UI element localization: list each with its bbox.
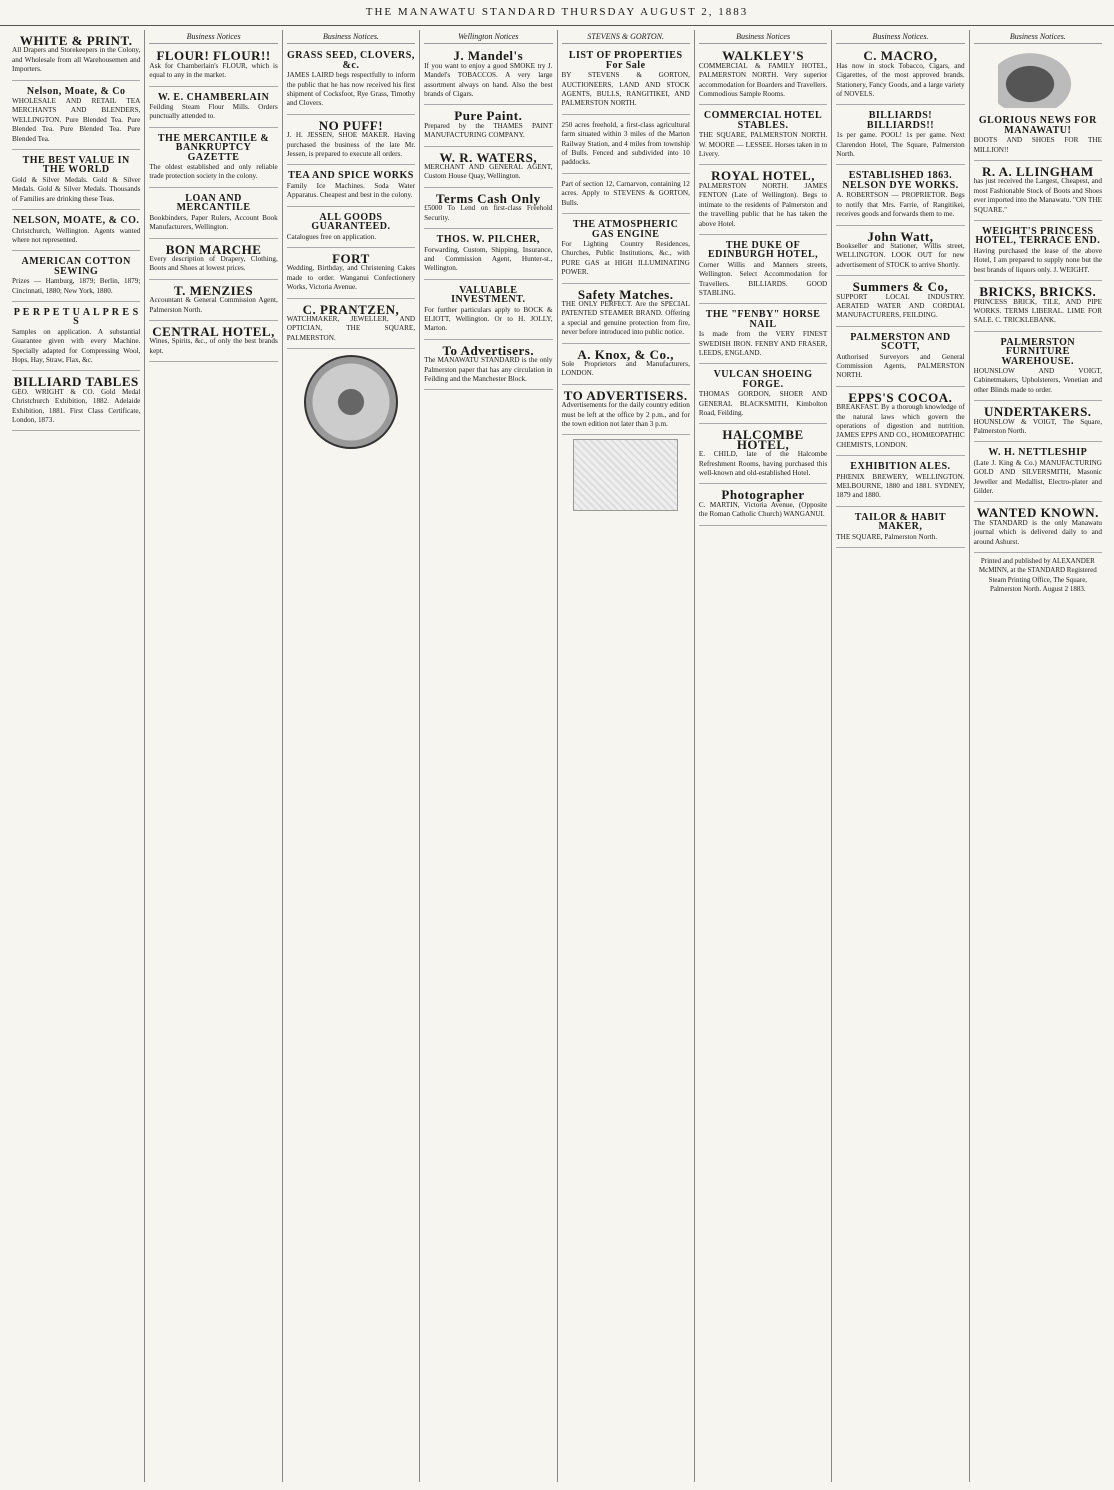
ad-title: AMERICAN COTTON SEWING [21,256,131,277]
advertisement [12,253,140,302]
advertisement [836,228,964,277]
advertisement [149,47,277,86]
advertisement [562,47,690,114]
advertisement [836,107,964,165]
advertisement [149,282,277,321]
ad-title: WANTED KNOWN. [976,505,1099,521]
ad-title: Summers & Co, [852,279,949,295]
newspaper-column [8,30,145,1482]
ad-title: HALCOMBE HOTEL, [722,427,804,452]
advertisement [974,163,1102,221]
advertisement [974,444,1102,502]
ad-title: T. MENZIES [173,282,254,298]
ad-title: W. E. CHAMBERLAIN [157,91,270,103]
ad-body: SUPPORT LOCAL INDUSTRY. AERATED WATER AND CORDIAL MANUFACTURERS, FEILDING. [836,292,965,320]
ad-body: E. CHILD, late of the Halcombe Refreshment Rooms, having purchased this well-known and old-established Hotel. [698,450,828,478]
advertisement [149,89,277,128]
ad-body: HOUNSLOW AND VOIGT, Cabinetmakers, Upholsterers, Venetian and other Blinds made to order. [973,366,1102,394]
advertisement [12,373,140,431]
ad-title: TO ADVERTISERS. [563,387,688,403]
ad-title: NO PUFF! [318,117,384,133]
ad-title: NELSON, MOATE, & CO. [12,215,140,227]
advertisement [699,306,827,364]
advertisement [836,167,964,225]
ad-body: COMMERCIAL & FAMILY HOTEL, PALMERSTON NORTH. Very superior accommodation for Boarders and Travellers. Commodious Sample Rooms. [698,61,828,99]
ad-body: J. H. JESSEN, SHOE MAKER. Having purchased the business of the late Mr. Jessen, is prepared to execute all orders. [286,131,416,159]
ad-body: Part of section 12, Carnarvon, containing 12 acres. Apply to STEVENS & GORTON, Bulls. [561,179,690,207]
ad-body: The oldest established and only reliable trade protection society in the colony. [149,163,278,181]
ad-title: GLORIOUS NEWS FOR MANAWATU! [978,115,1097,136]
advertisement [287,250,415,299]
newspaper-column [695,30,832,1482]
ad-title: C. PRANTZEN, [302,301,400,317]
advertisement [699,47,827,105]
watch-illustration [304,355,398,449]
ad-body: Ask for Chamberlain's FLOUR, which is equal to any in the market. [149,61,278,80]
ad-title: WHITE & PRINT. [19,33,133,48]
advertisement [424,107,552,146]
advertisement [836,278,964,327]
advertisement [424,47,552,105]
ad-body: Corner Willis and Manners streets, Wellington. Select Accommodation for Travellers. BILLIARDS. GOOD STABLING. [698,260,828,297]
ad-title: TEA AND SPICE WORKS [288,170,414,182]
ad-title: R. A. LLINGHAM [981,164,1094,180]
advertisement [424,282,552,340]
ad-body: Forwarding, Custom, Shipping, Insurance, and Commission Agent, Hunter-st., Wellington. [424,245,553,273]
advertisement [424,342,552,391]
ad-title: BILLIARD TABLES [13,374,139,390]
ad-body: Is made from the VERY FINEST SWEDISH IRON. FENBY AND FRASER, LEEDS, ENGLAND. [698,330,828,357]
ad-body: The STANDARD is the only Manawatu journal which is delivered daily to and around Ashurst. [973,518,1102,546]
ad-title: THE BEST VALUE IN THE WORLD [22,155,130,176]
ad-body: Wines, Spirits, &c., of only the best brands kept. [149,337,278,355]
masthead: THE MANAWATU STANDARD THURSDAY AUGUST 2, 1883 [0,0,1114,26]
ad-title: C. MACRO, [863,48,938,64]
advertisement [974,334,1102,401]
ad-title: VULCAN SHOEING FORGE. [713,369,813,390]
ad-title: THE DUKE OF EDINBURGH HOTEL, [707,239,819,261]
ad-title: COMMERCIAL HOTEL STABLES. [703,110,823,131]
advertisement [12,32,140,81]
ad-title: FORT [332,250,370,266]
ad-title: THE "FENBY" HORSE NAIL [705,309,821,330]
advertisement [562,346,690,385]
column-header: Business Notices [149,32,277,44]
ad-body: Having purchased the lease of the above Hotel, I am prepared to supply none but the best brands of liquors only. J. WEIGHT. [973,246,1102,274]
ad-body: (Late J. King & Co.) MANUFACTURING GOLD AND SILVERSMITH, Masonic Jeweller and Medallist, Electro-plater and Gilder. [973,458,1102,495]
ad-title: TAILOR & HABIT MAKER, [854,511,947,533]
ad-body: Samples on application. A substantial Guarantee given with every Machine. Specially adapted for Compressing Wool, Hops, Hay, Straw, Flax, &c. [12,327,141,364]
advertisement [699,107,827,165]
advertisement [424,190,552,229]
ad-title: LOAN AND MERCANTILE [176,192,251,214]
newspaper-column [420,30,557,1482]
ad-title: UNDERTAKERS. [984,404,1092,420]
ad-body: If you want to enjoy a good SMOKE try J. Mandel's TOBACCOS. A very large assortment always on hand. Also the best brands of Cigars. [424,61,553,99]
ad-body: C. MARTIN, Victoria Avenue, (Opposite the Roman Catholic Church) WANGANUI. [698,500,828,519]
ad-title: THE ATMOSPHERIC GAS ENGINE [572,219,679,240]
newspaper-column [558,30,695,1482]
advertisement [149,130,277,188]
advertisement [699,426,827,484]
ad-title: Nelson, Moate, & Co [26,85,126,97]
ad-body: MERCHANT AND GENERAL AGENT, Custom House Quay, Wellington. [424,163,553,181]
column-header: Wellington Notices [424,32,552,44]
ad-body: PRINCESS BRICK, TILE, AND PIPE WORKS. TERMS LIBERAL. LIME FOR SALE. C. TRICKLEBANK. [973,297,1102,325]
ad-title: Safety Matches. [577,286,674,302]
ad-title: John Watt, [867,228,934,244]
ad-title: PALMERSTON FURNITURE WAREHOUSE. [1000,336,1076,367]
advertisement [562,176,690,214]
ad-body: Sole Proprietors and Manufacturers, LONDON. [561,359,690,378]
ad-body: Christchurch, Wellington. Agents wanted where not represented. [12,226,141,244]
ad-title: W. H. NETTLESHIP [988,447,1088,459]
ad-body: GEO. WRIGHT & CO. Gold Medal Christchurch Exhibition, 1882. Adelaide Exhibition, 1881. First Class Certificate, London, 1873. [12,387,141,424]
newspaper-column [970,30,1106,1482]
advertisement [149,323,277,362]
ad-body: Bookbinders, Paper Rulers, Account Book Manufacturers, Wellington. [149,213,278,232]
column-header: Business Notices. [836,32,964,44]
ad-body: THE ONLY PERFECT. Are the SPECIAL PATENTED STEAMER BRAND. Offering a special and genuine protection from fire, never before introduced into public notice. [561,299,690,337]
ad-title: A. Knox, & Co., [577,346,675,362]
ad-body: BOOTS AND SHOES FOR THE MILLION!! [973,136,1102,154]
ad-title: LIST OF PROPERTIES For Sale [568,50,683,71]
ad-body: THE SQUARE, Palmerston North. [836,532,938,541]
advertisement [699,167,827,234]
ad-title: P E R P E T U A L P R E S S [13,306,139,328]
ad-title: J. Mandel's [453,48,524,64]
ad-body: Bookseller and Stationer, Willis street, WELLINGTON. LOOK OUT for new advertisement of STOCK to arrive Shortly. [836,241,965,269]
column-header: STEVENS & GORTON. [562,32,690,44]
ad-body: Prizes — Hamburg, 1879; Berlin, 1879; Cincinnati, 1880; New York, 1880. [12,277,141,295]
ad-body: Prepared by the THAMES PAINT MANUFACTURING COMPANY. [424,121,553,140]
ad-title: PALMERSTON AND SCOTT, [850,331,951,353]
column-header: Business Notices. [287,32,415,44]
newspaper-column [832,30,969,1482]
advertisement [12,152,140,210]
advertisement [836,509,964,548]
ad-title: CENTRAL HOTEL, [152,323,275,339]
ad-title: ROYAL HOTEL, [711,168,815,184]
ad-body: 1s per game. POOL! 1s per game. Next Clarendon Hotel, The Square, Palmerston North. [836,131,965,159]
advertisement [287,209,415,248]
advertisement [836,329,964,387]
advertisement [287,117,415,166]
advertisement [974,112,1102,161]
ad-body: WATCHMAKER, JEWELLER, AND OPTICIAN, THE SQUARE, PALMERSTON. [286,314,416,342]
ad-body: Accountant & General Commission Agent, Palmerston North. [149,296,278,314]
ad-body: has just received the Largest, Cheapest, and most Fashionable Stock of Boots and Shoes ever imported into the Manawatu. "ON THE SQUARE." [973,177,1102,214]
ad-body: For Lighting Country Residences, Churches, Public Institutions, &c., with PURE GAS at HIGH ILLUMINATING POWER. [561,239,690,277]
boot-illustration [998,48,1078,108]
ad-body: Authorised Surveyors and General Commission Agents, PALMERSTON NORTH. [836,352,965,380]
ad-title: GRASS SEED, CLOVERS, &c. [287,50,415,71]
ad-title: To Advertisers. [442,342,535,358]
ad-title: EPPS'S COCOA. [848,389,953,405]
column-header: Business Notices. [974,32,1102,44]
ad-body: Feilding Steam Flour Mills. Orders punctually attended to. [149,103,278,121]
ad-body: £5000 To Lend on first-class Freehold Security. [424,204,553,222]
ad-body: For further particulars apply to BOCK & ELIOTT, Wellington. Or to H. JOLLY, Marton. [424,305,553,333]
advertisement [699,486,827,525]
ad-title: THE MERCANTILE & BANKRUPTCY GAZETTE [157,132,270,163]
ad-title: BILLIARDS! BILLIARDS!! [866,110,935,131]
ad-title: BRICKS, BRICKS. [979,284,1097,300]
ad-body: PALMERSTON NORTH. JAMES FENTON (Late of Wellington). Begs to intimate to the residents of Palmerston and the travelling public that he has taken the above Hotel. [698,181,828,228]
ad-title: WEIGHT'S PRINCESS HOTEL, TERRACE END. [975,226,1101,247]
advertisement [12,304,140,371]
ad-body: All Drapers and Storekeepers in the Colony, and Wholesale from all Warehousemen and Importers. [12,46,141,74]
advertisement [974,283,1102,332]
ad-body: Gold & Silver Medals. Gold & Silver Medals. Gold & Silver Medals. Thousands of Families are drinking these Teas. [12,175,141,203]
ad-title: BON MARCHE [165,241,262,257]
advertisement [974,504,1102,553]
newspaper-column [283,30,420,1482]
advertisement [287,167,415,206]
newspaper-column [145,30,282,1482]
ad-body: The MANAWATU STANDARD is the only Palmerston paper that has any circulation in Feilding and the Manchester Block. [424,356,553,383]
advertisement [287,301,415,350]
advertisement [836,458,964,507]
ad-title: ESTABLISHED 1863. NELSON DYE WORKS. [842,170,959,191]
ad-body: Catalogues free on application. [286,232,377,241]
advertisement [562,117,690,174]
ad-body: THE SQUARE, PALMERSTON NORTH. W. MOORE — LESSEE. Horses taken in to Livery. [698,131,828,159]
advertisement [12,83,140,150]
ad-body: Advertisements for the daily country edition must be left at the office by 2 p.m., and for the town edition not later than 3 p.m. [561,401,690,428]
advertisement [699,366,827,424]
advertisement [562,286,690,344]
advertisement [562,216,690,283]
ad-title: WALKLEY'S [722,48,804,64]
advertisement [974,403,1102,442]
ad-title: FLOUR! FLOUR!! [156,48,271,64]
ad-body: WHOLESALE AND RETAIL TEA MERCHANTS AND BLENDERS, WELLINGTON. Pure Blended Tea. Pure Blended Tea. Pure Blended Tea. Pure Blended Tea. [12,97,141,143]
ad-body: BREAKFAST. By a thorough knowledge of the natural laws which govern the operations of digestion and nutrition. JAMES EPPS AND CO., HOMŒOPATHIC CHEMISTS, LONDON. [836,403,965,449]
advertisement [699,237,827,304]
columns-container [8,30,1106,1482]
ad-body: Every description of Drapery, Clothing, Boots and Shoes at lowest prices. [149,254,278,273]
ad-title: Photographer [721,487,805,503]
advertisement [424,231,552,280]
advertisement [424,149,552,188]
ad-title: THOS. W. PILCHER, [436,234,540,246]
ad-body: THOMAS GORDON, SHOER AND GENERAL BLACKSMITH, Kimbolton Road, Feilding. [698,390,828,417]
ad-body: 250 acres freehold, a first-class agricultural farm situated within 3 miles of the Marton Railway Station, and 4 miles from township of Bulls. Fenced and subdivided into 10 paddocks. [561,120,690,167]
ad-body: BY STEVENS & GORTON, AUCTIONEERS, LAND AND STOCK AGENTS, BULLS, RANGITIKEI, AND PALMERSTON NORTH. [561,71,690,108]
advertisement [974,223,1102,281]
advertisement [562,387,690,436]
ad-title: Terms Cash Only [436,190,541,206]
ad-body: Wedding, Birthday, and Christening Cakes made to order. Wanganui Confectionery Works, Victoria Avenue. [286,264,416,292]
ad-body: HOUNSLOW & VOIGT, The Square, Palmerston North. [973,417,1102,435]
advertisement [836,389,964,456]
advertisement [836,47,964,105]
ad-title: W. R. WATERS, [439,149,538,165]
ad-title: VALUABLE INVESTMENT. [451,284,526,306]
advertisement [12,212,140,251]
ad-body: JAMES LAIRD begs respectfully to inform the public that he has now received his first shipment of Cocksfoot, Rye Grass, Timothy and Clovers. [286,71,416,108]
ad-title: EXHIBITION ALES. [850,461,951,473]
advertisement [287,47,415,114]
ad-body: A. ROBERTSON — PROPRIETOR. Begs to notify that Mrs. Farrie, of Rangitikei, receives goods and forwards them to me. [836,191,965,219]
steamer-illustration [573,439,678,511]
advertisement [149,241,277,280]
ad-title: Pure Paint. [454,108,523,124]
ad-body: Has now in stock Tobacco, Cigars, and Cigarettes, of the most approved brands. Stationery, Fancy Goods, and a large variety of NOVELS. [836,61,965,99]
imprint: Printed and published by ALEXANDER McMINN, at the STANDARD Registered Steam Printing Office, The Square, Palmerston North. August 2 1883. [978,557,1097,594]
column-header: Business Notices [699,32,827,44]
ad-body: PHŒNIX BREWERY, WELLINGTON. MELBOURNE, 1880 and 1881. SYDNEY, 1879 and 1880. [836,472,965,500]
ad-title: ALL GOODS GUARANTEED. [311,211,391,233]
advertisement [149,190,277,239]
ad-body: Family Ice Machines. Soda Water Apparatus. Cheapest and best in the colony. [286,181,416,200]
